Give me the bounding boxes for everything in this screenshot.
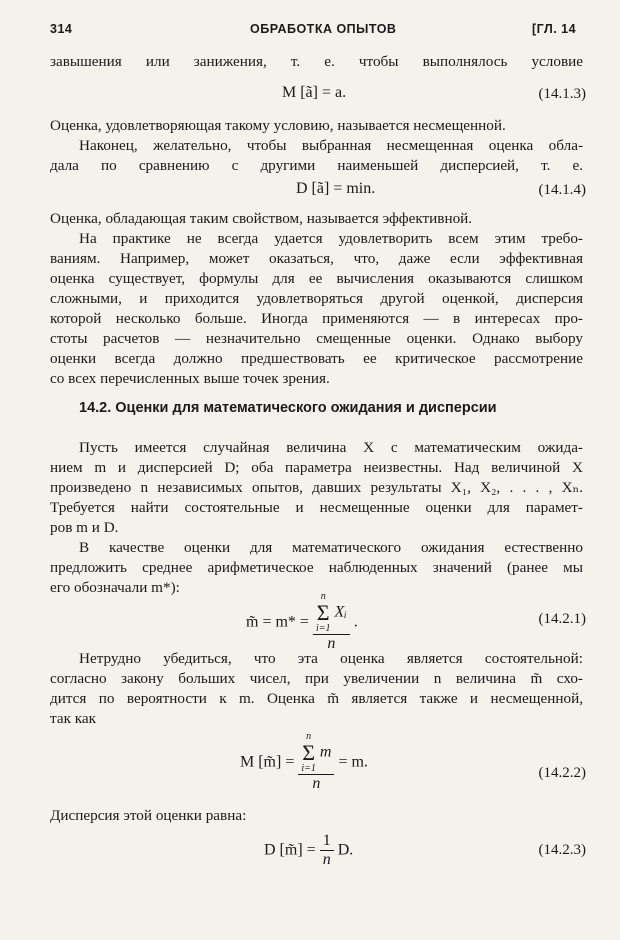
text-line: которой несколько больше. Иногда применяются — в интересах про- (50, 310, 583, 327)
equation-lhs: M [m̃] = (240, 753, 295, 771)
equation-14-1-3: M [ã] = a. (282, 84, 347, 101)
text-line: стоты расчетов — незначительно смещенные оценки. Однако выбору (50, 330, 583, 347)
equation-tail: = m. (338, 753, 368, 771)
text-line: сложными, и приходится удовлетворяться другой оценкой, дисперсия (50, 290, 583, 307)
sum-upper-limit: n (306, 731, 312, 742)
equation-tail: . (353, 613, 358, 631)
text-line: со всех перечисленных выше точек зрения. (50, 370, 330, 387)
equation-lhs: m̃ = m* = (246, 613, 309, 631)
sum-upper-limit: n (320, 591, 326, 602)
text-line: дала по сравнению с другими наименьшей дисперсией, т. е. (50, 157, 583, 174)
text-line: завышения или занижения, т. е. чтобы выполнялось условие (50, 53, 583, 70)
equation-14-1-4: D [ã] = min. (296, 180, 376, 197)
fraction-numerator: 1 (320, 832, 334, 851)
sigma-symbol: Σ (302, 740, 316, 765)
equation-number: (14.2.3) (538, 842, 586, 858)
section-title: 14.2. Оценки для математического ожидания и дисперсии (79, 400, 497, 416)
equation-14-2-1 (246, 592, 358, 653)
fraction-denominator: n (322, 851, 331, 868)
equation-lhs: D [m̃] = (264, 841, 316, 859)
fraction (313, 592, 350, 653)
equation-number: (14.1.4) (538, 182, 586, 198)
text-line: нием m и дисперсией D; оба параметра неизвестны. Над величиной X (50, 459, 583, 476)
sum-term: Xᵢ (334, 603, 347, 621)
sum-lower-limit: i=1 (301, 763, 316, 774)
text-line: Нетрудно убедиться, что эта оценка является состоятельной: (79, 650, 583, 667)
text-line: Наконец, желательно, чтобы выбранная несмещенная оценка обла- (79, 137, 583, 154)
equation-number: (14.1.3) (538, 86, 586, 102)
text-line: Оценка, обладающая таким свойством, называется эффективной. (50, 210, 473, 227)
sigma-symbol: Σ (316, 600, 330, 625)
text-line: его обозначали m*): (50, 579, 180, 596)
summation (301, 732, 316, 774)
chapter-label: [ГЛ. 14 (532, 22, 577, 36)
text-line: Требуется найти состоятельные и несмещенные оценки для парамет- (50, 499, 583, 516)
sum-term: m (319, 743, 332, 761)
fraction-denominator: n (312, 775, 321, 792)
fraction-numerator (298, 732, 334, 775)
text-line: произведено n независимых опытов, давших результаты X₁, X₂, . . . , Xₙ. (50, 479, 583, 496)
text-line: Пусть имеется случайная величина X с математическим ожида- (79, 439, 583, 456)
equation-number: (14.2.1) (538, 611, 586, 627)
text-line: В качестве оценки для математического ожидания естественно (79, 539, 583, 556)
fraction (320, 832, 334, 869)
text-line: оценка существует, формулы для ее вычисления оказываются слишком (50, 270, 583, 287)
text-line: На практике не всегда удается удовлетворить всем этим требо- (79, 230, 583, 247)
equation-tail: D. (337, 841, 354, 859)
text-line: Оценка, удовлетворяющая такому условию, называется несмещенной. (50, 117, 506, 134)
running-title: ОБРАБОТКА ОПЫТОВ (250, 22, 397, 36)
summation (316, 592, 331, 634)
equation-14-2-3 (264, 832, 353, 869)
text-line: ров m и D. (50, 519, 119, 536)
fraction (298, 732, 334, 793)
text-line: так как (50, 710, 97, 727)
text-line: ваниям. Например, может оказаться, что, даже если эффективная (50, 250, 583, 267)
equation-14-2-2 (240, 732, 368, 793)
text-line: оценки всегда должно предшествовать ее критическое рассмотрение (50, 350, 583, 367)
equation-number: (14.2.2) (538, 765, 586, 781)
text-line: дится по вероятности к m. Оценка m̃ является также и несмещенной, (50, 690, 583, 707)
page-number: 314 (50, 22, 73, 36)
text-line: предложить среднее арифметическое наблюденных значений (ранее мы (50, 559, 583, 576)
fraction-numerator (313, 592, 350, 635)
text-line: согласно закону больших чисел, при увеличении n величина m̃ схо- (50, 670, 583, 687)
fraction-denominator: n (327, 635, 336, 652)
sum-lower-limit: i=1 (315, 623, 331, 634)
text-line: Дисперсия этой оценки равна: (50, 807, 247, 824)
